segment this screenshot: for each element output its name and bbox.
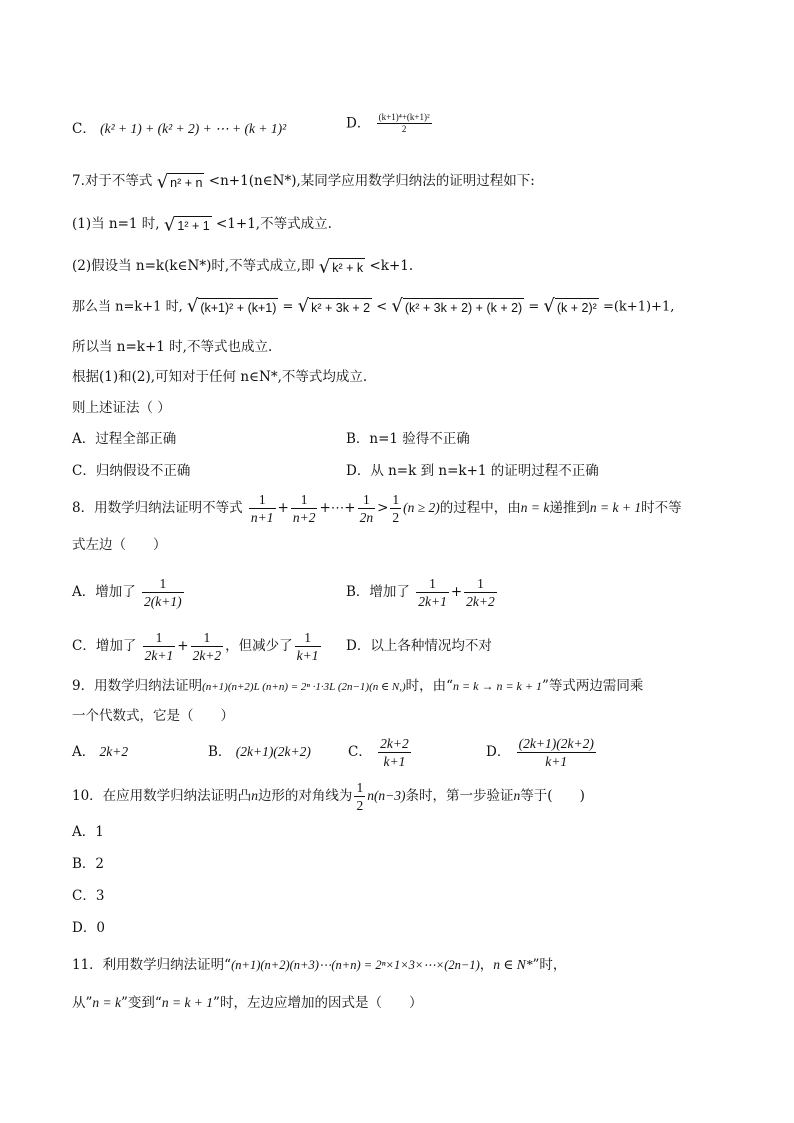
q8-option-b-fraction-1 [416, 575, 449, 610]
q8-fraction-3 [358, 491, 376, 526]
q8-tail-text: 时不等 [641, 500, 682, 516]
q11-line2-c: ”时，左边应增加的因式是（ ） [213, 995, 423, 1011]
q7-step3-radicand4: (k + 2)² [555, 298, 599, 316]
q8-b2-num: 1 [464, 575, 497, 593]
q11-condition: n ∈ N* [493, 957, 533, 972]
q8-plus: + [277, 500, 289, 516]
q11-line2 [72, 993, 422, 1013]
q10-fraction [354, 779, 365, 814]
q7-intro [72, 171, 535, 192]
q11-line2-a: 从” [72, 995, 93, 1011]
q7-step2-sqrt: √ k² + k [318, 256, 364, 277]
q9-tail2-text: ”等式两边需同乘 [541, 678, 644, 694]
q7-step5: 根据(1)和(2),可知对于任何 n∈N*,不等式均成立. [72, 369, 368, 385]
q8-option-b-fraction-2 [464, 575, 497, 610]
q10-tail-text: 条时，第一步验证 [405, 788, 514, 804]
q8-option-c[interactable] [72, 626, 323, 666]
q7-step1-tail: <1+1,不等式成立. [215, 216, 332, 232]
q7-step2-radicand: k² + k [330, 258, 365, 276]
q7-step3 [72, 297, 674, 318]
q10-option-c[interactable]: C．3 [72, 888, 105, 904]
q8-c3-den: k+1 [296, 648, 319, 663]
q7-step3-eq2: = [528, 299, 540, 315]
q7-question: 则上述证法（ ） [72, 400, 171, 416]
q9-d-num: (2k+1)(2k+2) [518, 736, 594, 751]
q11-nk: n = k [92, 995, 122, 1010]
q10-f-den: 2 [356, 798, 364, 813]
q7-option-a[interactable]: A．过程全部正确 [72, 431, 177, 447]
q9-option-a-label: A． [72, 744, 96, 760]
q8-b-plus: + [450, 584, 463, 600]
q8-fraction-1 [249, 491, 276, 526]
q8-f4-den: 2 [392, 510, 400, 525]
q10-option-d[interactable]: D．0 [72, 920, 105, 936]
q8-b2-den: 2k+2 [466, 594, 495, 609]
q9-option-c[interactable] [348, 732, 413, 772]
q10-expr: n(n−3) [367, 788, 406, 803]
q8-f2-num: 1 [291, 491, 318, 509]
q10-n: n [251, 788, 258, 803]
q10-tail2-text: 等于( ) [520, 788, 585, 804]
q9-intro [72, 676, 643, 697]
q9-transition: n = k → n = k + 1 [453, 679, 542, 693]
q6-option-d-num: (k+1)⁴+(k+1)² [378, 112, 430, 122]
q7-step2-tail: <k+1. [369, 258, 414, 274]
q11-intro [72, 955, 566, 975]
q9-line2: 一个代数式，它是（ ） [72, 708, 234, 724]
q8-dots: +⋯+ [319, 500, 356, 516]
q11-mid-text: ， [479, 957, 494, 973]
q8-option-a[interactable] [72, 572, 186, 612]
q11-tail-text: ”时， [532, 957, 567, 973]
q11-intro-text: 11．利用数学归纳法证明“ [72, 957, 232, 973]
q8-option-b[interactable] [346, 572, 499, 612]
q7-step1-text: (1)当 n=1 时, [72, 216, 160, 232]
q9-option-d[interactable] [486, 732, 598, 772]
q8-fraction-4 [390, 491, 401, 526]
q6-option-c[interactable] [72, 119, 286, 139]
q9-c-num: 2k+2 [380, 736, 409, 751]
q11-nk1: n = k + 1 [161, 995, 214, 1010]
q8-c2-den: 2k+2 [192, 648, 222, 663]
q8-option-c-label: C．增加了 [72, 638, 137, 654]
q8-c1-den: 2k+1 [144, 648, 174, 663]
q7-option-b[interactable]: B．n=1 验得不正确 [346, 431, 470, 447]
q8-option-a-fraction [142, 575, 184, 610]
q8-intro [72, 490, 682, 526]
q8-f3-num: 1 [358, 491, 376, 509]
q9-option-b-label: B． [208, 744, 232, 760]
q7-step2-text: (2)假设当 n=k(k∈N*)时,不等式成立,即 [72, 258, 315, 274]
q8-fraction-2 [291, 491, 318, 526]
q7-step3-radicand3: (k² + 3k + 2) + (k + 2) [403, 298, 524, 316]
q7-step1 [72, 214, 332, 235]
q10-intro [72, 776, 585, 816]
q7-option-d[interactable]: D．从 n=k 到 n=k+1 的证明过程不正确 [346, 463, 599, 479]
q8-c-plus: + [177, 638, 189, 654]
q7-step1-sqrt: √ 1² + 1 [163, 214, 210, 235]
q7-step3-sqrt4: √ (k + 2)² [543, 295, 597, 317]
q9-c-den: k+1 [383, 754, 406, 769]
q10-mid-text: 边形的对角线为 [257, 788, 353, 804]
q8-option-c-fraction-3 [295, 629, 321, 664]
q6-option-d-den: 2 [401, 124, 407, 134]
q7-step3-radicand2: k² + 3k + 2 [309, 298, 372, 316]
q9-option-a[interactable] [72, 742, 128, 762]
q8-a-num: 1 [142, 575, 184, 593]
q7-step3-sqrt1: √ (k+1)² + (k+1) [186, 295, 277, 317]
q7-intro-text: 7.对于不等式 [72, 173, 153, 189]
q7-step3-text: 那么当 n=k+1 时, [72, 299, 183, 315]
q11-expr: (n+1)(n+2)(n+3)⋯(n+n) = 2ⁿ×1×3×⋯×(2n−1) [231, 958, 480, 972]
q9-tail-text: 时，由“ [405, 678, 454, 694]
q7-intro-sqrt: √ n² + n [156, 171, 203, 192]
q8-condition: (n ≥ 2) [403, 500, 440, 515]
q8-c3-num: 1 [295, 629, 321, 647]
q7-step3-radicand1: (k+1)² + (k+1) [198, 298, 278, 316]
q8-gt: > [377, 500, 389, 516]
q7-step2 [72, 256, 413, 277]
q8-f3-den: 2n [359, 510, 374, 525]
q7-step3-sqrt2: √ k² + 3k + 2 [297, 295, 371, 317]
q8-option-b-label: B．增加了 [346, 584, 410, 600]
q9-option-d-fraction [517, 735, 596, 770]
q11-line2-b: ”变到“ [121, 995, 162, 1011]
q9-option-b[interactable] [208, 742, 311, 762]
q8-c1-num: 1 [143, 629, 176, 647]
q8-c-mid: ，但减少了 [225, 638, 293, 654]
q8-b1-num: 1 [416, 575, 449, 593]
q8-b1-den: 2k+1 [418, 594, 447, 609]
q8-line2: 式左边（ ） [72, 537, 167, 553]
q8-f1-num: 1 [249, 491, 276, 509]
q10-n2: n [513, 788, 521, 803]
q8-f1-den: n+1 [250, 510, 274, 525]
q8-mid-text: 的过程中，由 [439, 500, 521, 516]
q10-intro-text: 10．在应用数学归纳法证明凸 [72, 788, 252, 804]
q8-f4-num: 1 [392, 492, 400, 507]
q9-intro-text: 9．用数学归纳法证明 [72, 678, 203, 694]
q6-option-d-fraction [377, 112, 432, 135]
q8-option-c-fraction-2 [191, 629, 224, 664]
q10-f-num: 1 [356, 780, 364, 795]
q9-option-d-label: D． [486, 744, 511, 760]
q6-option-d-label: D． [346, 115, 371, 132]
q9-d-den: k+1 [545, 754, 568, 769]
q9-option-a-expr: 2k+2 [99, 744, 129, 759]
q9-option-c-fraction [378, 735, 411, 770]
q10-option-b[interactable]: B．2 [72, 856, 105, 872]
q6-option-c-label: C． [72, 121, 96, 137]
q7-option-c[interactable]: C．归纳假设不正确 [72, 463, 191, 479]
q8-c2-num: 1 [191, 629, 224, 647]
q8-intro-text: 8．用数学归纳法证明不等式 [72, 500, 243, 516]
q7-step3-tail: =(k+1)+1, [602, 299, 675, 315]
q9-option-b-expr: (2k+1)(2k+2) [235, 744, 311, 759]
q7-step3-eq1: = [282, 299, 294, 315]
q8-mid2-text: 递推到 [549, 500, 590, 516]
q7-intro-radicand: n² + n [168, 173, 204, 191]
q8-nk: n = k [520, 500, 550, 515]
q8-nk1: n = k + 1 [589, 500, 642, 515]
q6-option-d[interactable] [346, 112, 434, 135]
q8-option-d[interactable]: D．以上各种情况均不对 [346, 638, 492, 654]
q7-step3-sqrt3: √ (k² + 3k + 2) + (k + 2) [391, 295, 523, 317]
q10-option-a[interactable]: A．1 [72, 824, 104, 840]
q7-intro-tail: <n+1(n∈N*),某同学应用数学归纳法的证明过程如下: [208, 173, 535, 189]
q8-option-a-label: A．增加了 [72, 584, 136, 600]
q8-a-den: 2(k+1) [144, 594, 182, 609]
q9-expr: (n+1)(n+2)L (n+n) = 2ⁿ ·1·3L (2n−1)(n ∈ N,) [202, 681, 406, 693]
q8-option-c-fraction-1 [143, 629, 176, 664]
q7-step4: 所以当 n=k+1 时,不等式也成立. [72, 339, 273, 355]
q7-step1-radicand: 1² + 1 [175, 216, 211, 234]
q9-option-c-label: C． [348, 744, 372, 760]
q8-f2-den: n+2 [292, 510, 316, 525]
q6-option-c-expr: (k² + 1) + (k² + 2) + ⋯ + (k + 1)² [100, 121, 287, 136]
q7-step3-lt: < [376, 299, 388, 315]
